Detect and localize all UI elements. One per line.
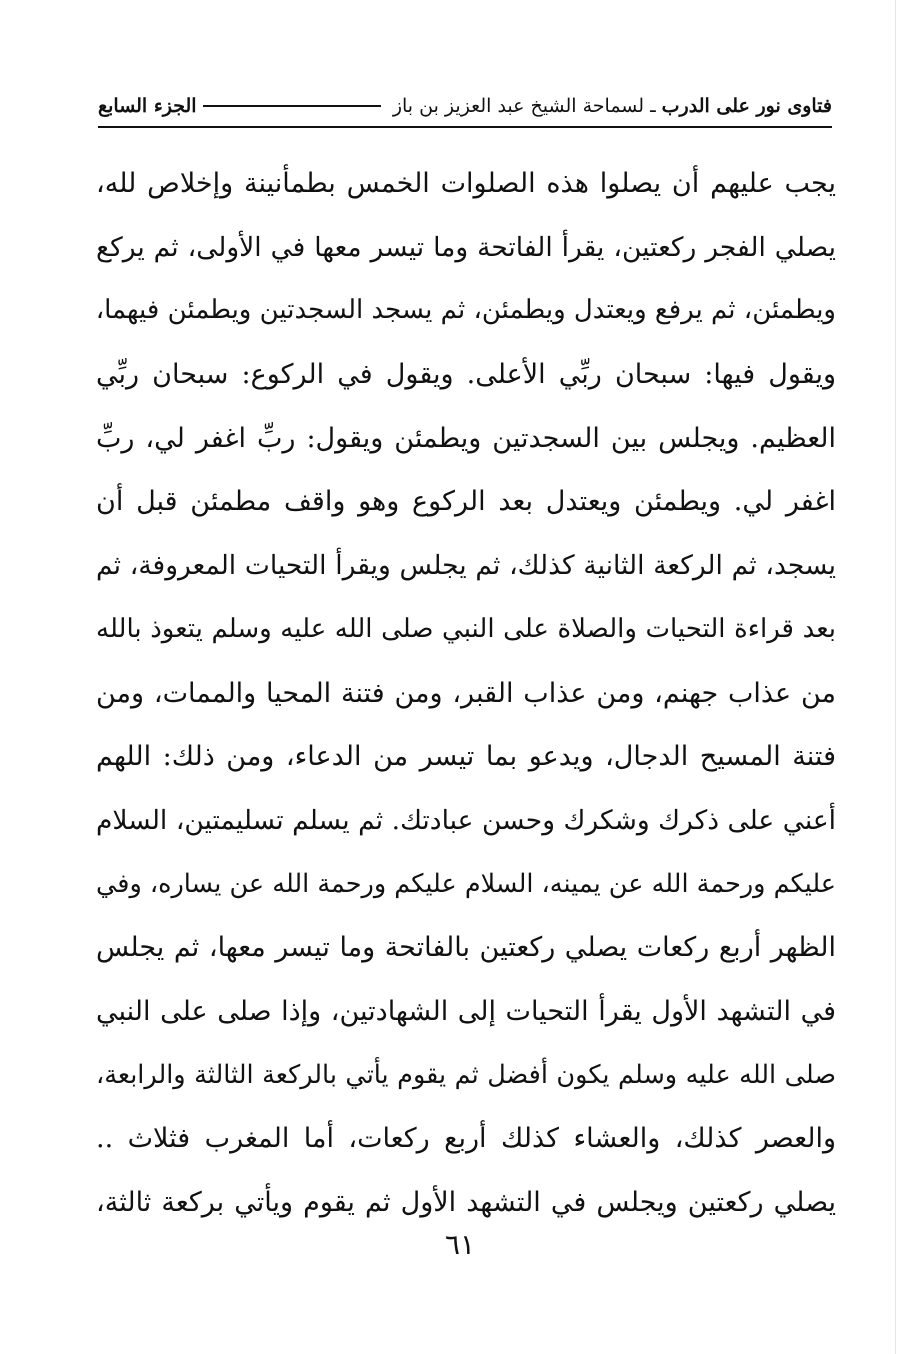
header-series-title: فتاوى نور على الدرب <box>661 95 832 117</box>
header-author: ـ لسماحة الشيخ عبد العزيز بن باز <box>392 95 656 117</box>
text-line: صلى الله عليه وسلم يكون أفضل ثم يقوم يأتي بالركعة الثالثة والرابعة، <box>96 1059 836 1090</box>
text-line: العظيم. ويجلس بين السجدتين ويطمئن ويقول: ربِّ اغفر لي، ربِّ <box>96 422 836 454</box>
text-line: عليكم ورحمة الله عن يمينه، السلام عليكم ورحمة الله عن يساره، وفي <box>96 868 836 899</box>
header-volume-label: الجزء السابع <box>98 95 197 117</box>
text-line: أعني على ذكرك وشكرك وحسن عبادتك. ثم يسلم تسليمتين، السلام <box>96 804 836 836</box>
text-line: الظهر أربع ركعات يصلي ركعتين بالفاتحة وما تيسر معها، ثم يجلس <box>96 932 836 964</box>
running-header <box>98 86 832 128</box>
text-line: ويقول فيها: سبحان ربِّي الأعلى. ويقول في الركوع: سبحان ربِّي <box>96 359 836 391</box>
text-line: اغفر لي. ويطمئن ويعتدل بعد الركوع وهو واقف مطمئن قبل أن <box>96 486 836 518</box>
page-number: ٦١ <box>444 1228 476 1261</box>
text-line: يصلي ركعتين ويجلس في التشهد الأول ثم يقوم ويأتي بركعة ثالثة، <box>96 1187 836 1218</box>
scan-edge-line <box>895 0 896 1354</box>
text-line: والعصر كذلك، والعشاء كذلك أربع ركعات، أما المغرب فثلاث .. <box>96 1123 836 1155</box>
text-line: يسجد، ثم الركعة الثانية كذلك، ثم يجلس ويقرأ التحيات المعروفة، ثم <box>96 550 836 582</box>
text-line: يصلي الفجر ركعتين، يقرأ الفاتحة وما تيسر معها في الأولى، ثم يركع <box>96 231 836 263</box>
text-line: يجب عليهم أن يصلوا هذه الصلوات الخمس بطمأنينة وإخلاص لله، <box>96 168 836 199</box>
text-line: في التشهد الأول يقرأ التحيات إلى الشهادتين، وإذا صلى على النبي <box>96 995 836 1027</box>
text-line: فتنة المسيح الدجال، ويدعو بما تيسر من الدعاء، ومن ذلك: اللهم <box>96 741 836 773</box>
text-line: بعد قراءة التحيات والصلاة على النبي صلى الله عليه وسلم يتعوذ بالله <box>96 613 836 644</box>
header-divider-rule <box>203 105 381 107</box>
text-line: ويطمئن، ثم يرفع ويعتدل ويطمئن، ثم يسجد السجدتين ويطمئن فيهما، <box>96 295 836 326</box>
text-line: من عذاب جهنم، ومن عذاب القبر، ومن فتنة المحيا والممات، ومن <box>96 677 836 709</box>
body-text <box>96 152 836 1235</box>
